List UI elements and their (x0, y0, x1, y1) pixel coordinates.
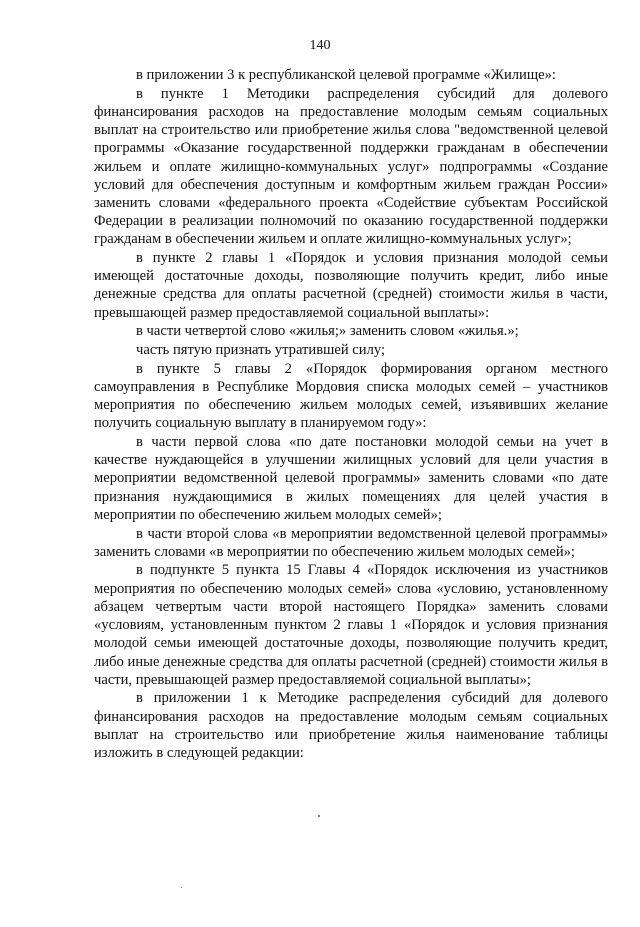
paragraph: в пункте 1 Методики распределения субсидий для долевого финансирования расходов на предоставление молодым семьям социальных выплат на строительство или приобретение жилья слова "ведомственной целевой программы «Оказание государственной поддержки гражданам в обеспечении жильем и оплате жилищно-коммунальных услуг» подпрограммы «Создание условий для обеспечения доступным и комфортным жильем граждан России» заменить словами «федерального проекта «Содействие субъектам Российской Федерации в реализации полномочий по оказанию государственной поддержки гражданам в обеспечении жильем и оплате жилищно-коммунальных услуг»; (94, 85, 608, 248)
scan-speck (318, 815, 320, 817)
paragraph: в приложении 3 к республиканской целевой программе «Жилище»: (136, 67, 556, 83)
paragraph: в пункте 2 главы 1 «Порядок и условия признания молодой семьи имеющей достаточные доходы, позволяющие получить кредит, либо иные денежные средства для оплаты расчетной (средней) стоимости жилья в части, превышающей размер предоставляемой социальной выплаты»: (94, 250, 608, 321)
paragraph: в части второй слова «в мероприятии ведомственной целевой программы» заменить словами «в мероприятии по обеспечению жильем молодых семей»; (94, 525, 608, 560)
paragraph: в части первой слова «по дате постановки молодой семьи на учет в качестве нуждающейся в улучшении жилищных условий для цели участия в мероприятии ведомственной целевой программы» заменить словами «по дате признания нуждающимися в жилых помещениях для целей участия в мероприятии по обеспечению жильем молодых семей»; (94, 434, 608, 523)
paragraph: в пункте 5 главы 2 «Порядок формирования органом местного самоуправления в Республике Мордовия списка молодых семей – участников мероприятия по обеспечению жильем молодых семей, изъявивших желание получить социальную выплату в планируемом году»: (94, 360, 608, 432)
paragraph: в приложении 1 к Методике распределения субсидий для долевого финансирования расходов на предоставление молодым семьям социальных выплат на строительство или приобретение жилья наименование таблицы изложить в следующей редакции: (94, 690, 608, 762)
page-number: 140 (309, 38, 331, 53)
document-body (94, 66, 608, 763)
paragraph: в части четвертой слово «жилья;» заменить словом «жилья.»; (136, 323, 519, 340)
paragraph: часть пятую признать утратившей силу; (136, 342, 386, 359)
paragraph: в подпункте 5 пункта 15 Главы 4 «Порядок исключения из участников мероприятия по обеспечению молодых семей» слова «условию, установленному абзацем четвертым части второй настоящего Порядка» заменить словами «условиям, установленным пунктом 2 главы 1 «Порядок и условия признания молодой семьи имеющей достаточные доходы, позволяющие получить кредит, либо иные денежные средства для оплаты расчетной (средней) стоимости жилья в части, превышающей размер предоставляемой социальной выплаты»; (94, 562, 608, 688)
scan-speck (181, 887, 182, 888)
